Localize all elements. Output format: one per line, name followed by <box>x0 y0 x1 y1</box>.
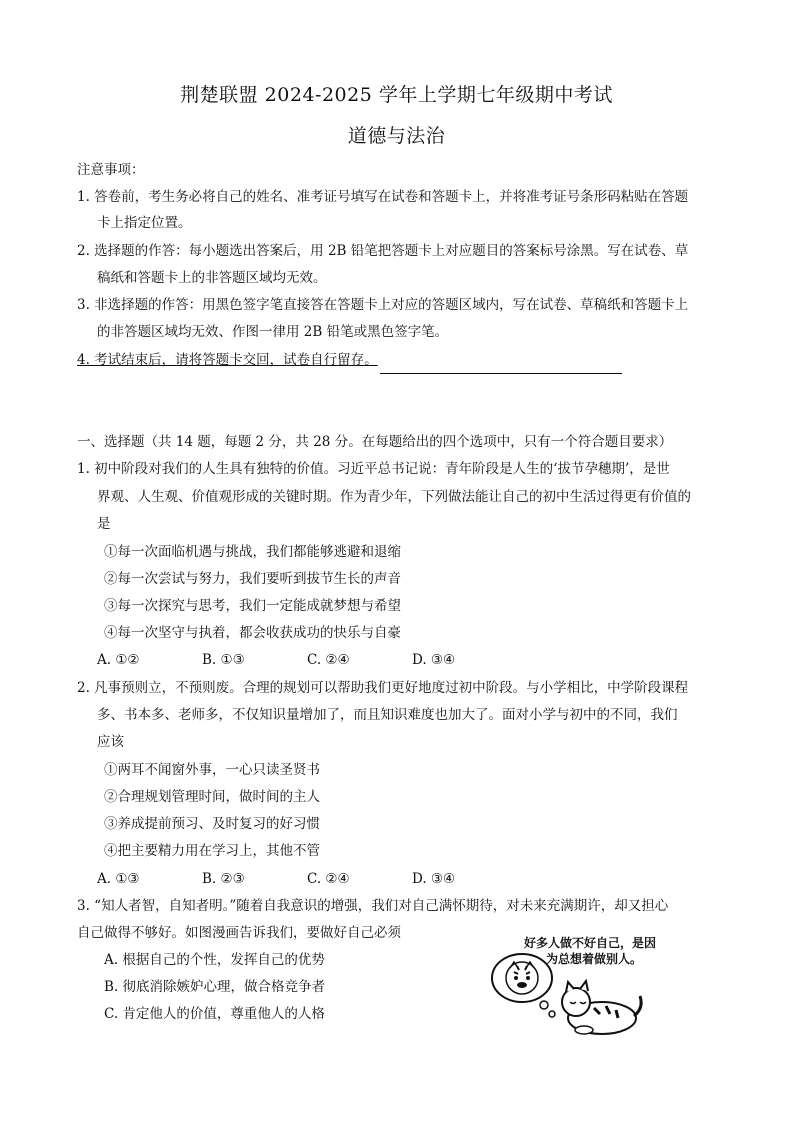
note-line: 3. 非选择题的作答：用黑色签字笔直接答在答题卡上对应的答题区域内，写在试卷、草稿纸和答题卡上 <box>77 297 689 313</box>
q1-statement: ④每一次坚守与执着，都会收获成功的快乐与自豪 <box>104 625 401 641</box>
comic-caption-line1: 好多人做不好自己，是因 <box>524 936 657 950</box>
underline-rule <box>380 373 622 374</box>
exam-title: 荆楚联盟 2024-2025 学年上学期七年级期中考试 <box>180 84 613 106</box>
q1-statement: ③每一次探究与思考，我们一定能成就梦想与希望 <box>104 598 401 614</box>
subject-title: 道德与法治 <box>347 125 446 147</box>
note-line: 稿纸和答题卡上的非答题区域均无效。 <box>97 270 327 286</box>
q1-choice-a[interactable]: A. ①② <box>97 652 140 668</box>
q2-choice-a[interactable]: A. ①③ <box>97 871 140 887</box>
q2-choices <box>97 869 517 889</box>
comic-caption-line2: 为总想着做别人。 <box>546 952 643 966</box>
q2-statement: ②合理规划管理时间，做时间的主人 <box>104 789 320 805</box>
note-line: 1. 答卷前，考生务必将自己的姓名、准考证号填写在试卷和答题卡上，并将准考证号条形码粘贴在答题 <box>77 189 689 205</box>
q2-statement: ①两耳不闻窗外事，一心只读圣贤书 <box>104 762 320 778</box>
q1-choice-d[interactable]: D. ③④ <box>412 652 456 668</box>
q3-option-a[interactable]: A. 根据自己的个性，发挥自己的优势 <box>104 952 325 968</box>
section-heading: 一、选择题（共 14 题，每题 2 分，共 28 分。在每题给出的四个选项中，只有一个符合题目要求） <box>77 434 673 450</box>
notes-heading: 注意事项： <box>77 162 145 178</box>
q3-option-c[interactable]: C. 肯定他人的价值，尊重他人的人格 <box>104 1006 325 1022</box>
sleeping-cat-icon <box>562 981 641 1034</box>
q2-stem: 2. 凡事预则立，不预则废。合理的规划可以帮助我们更好地度过初中阶段。与小学相比，中学阶段课程 <box>77 680 689 696</box>
q1-choices <box>97 650 517 670</box>
q2-statement: ④把主要精力用在学习上，其他不管 <box>104 843 320 859</box>
q1-statement: ②每一次尝试与努力，我们要听到拔节生长的声音 <box>104 571 401 587</box>
q1-choice-c[interactable]: C. ②④ <box>307 652 350 668</box>
q3-option-b[interactable]: B. 彻底消除嫉妒心理，做合格竞争者 <box>104 979 326 995</box>
note-line: 卡上指定位置。 <box>97 215 192 231</box>
note-line: 的非答题区域均无效、作图一律用 2B 铅笔或黑色签字笔。 <box>97 324 449 340</box>
q3-stem: 自己做得不够好。如图漫画告诉我们，要做好自己必须 <box>77 925 401 941</box>
q1-statement: ①每一次面临机遇与挑战，我们都能够逃避和退缩 <box>104 544 401 560</box>
q2-stem: 应该 <box>97 734 124 750</box>
q1-stem: 是 <box>97 516 111 532</box>
q1-stem: 界观、人生观、价值观形成的关键时期。作为青少年，下列做法能让自己的初中生活过得更有价值的 <box>97 489 691 505</box>
q1-stem: 1. 初中阶段对我们的人生具有独特的价值。习近平总书记说：青年阶段是人生的‘拔节孕穗期’，是世 <box>77 461 670 477</box>
q2-choice-d[interactable]: D. ③④ <box>412 871 456 887</box>
cartoon-illustration <box>484 930 644 1040</box>
note-line: 4. 考试结束后，请将答题卡交回，试卷自行留存。 <box>77 352 378 368</box>
q3-stem: 3. “知人者智，自知者明。”随着自我意识的增强，我们对自己满怀期待，对未来充满期许，却又担心 <box>77 898 669 914</box>
q2-stem: 多、书本多、老师多，不仅知识量增加了，而且知识难度也加大了。面对小学与初中的不同，我们 <box>97 707 678 723</box>
q2-choice-b[interactable]: B. ②③ <box>202 871 245 887</box>
note-line: 2. 选择题的作答：每小题选出答案后，用 2B 铅笔把答题卡上对应题目的答案标号涂黑。写在试卷、草 <box>77 243 689 259</box>
q2-statement: ③养成提前预习、及时复习的好习惯 <box>104 816 320 832</box>
q2-choice-c[interactable]: C. ②④ <box>307 871 350 887</box>
q1-choice-b[interactable]: B. ①③ <box>202 652 245 668</box>
